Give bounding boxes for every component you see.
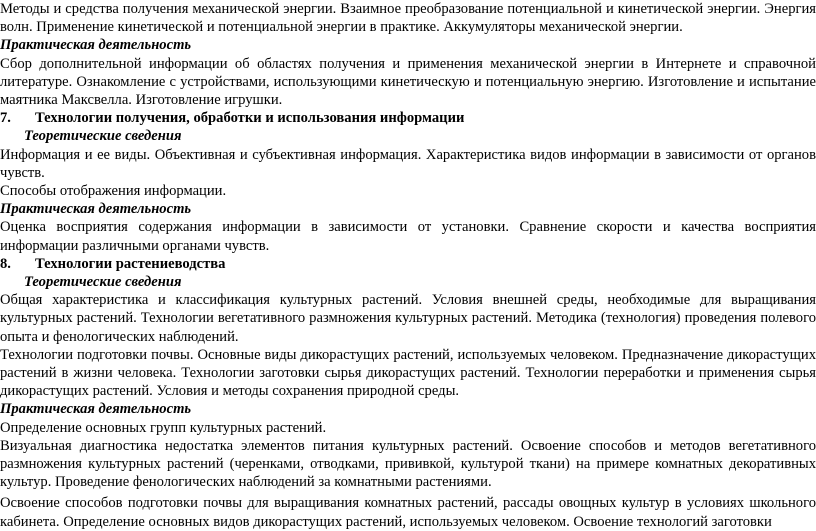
section-heading-7 bbox=[0, 109, 816, 127]
paragraph-soil-preparation: Технологии подготовки почвы. Основные виды дикорастущих растений, используемых человеком. Предназначение дикорастущих растений в жизни человека. Технологии заготовки сырья дикорастущих растений. Технологии переработки и применения сырья дикорастущих растений. Условия и методы сохранения природной среды. bbox=[0, 346, 816, 400]
section-number: 8. bbox=[0, 255, 11, 272]
subheading-practical-activity: Практическая деятельность bbox=[0, 401, 192, 418]
paragraph-plant-classification: Общая характеристика и классификация культурных растений. Условия внешней среды, необходимые для выращивания культурных растений. Технологии вегетативного размножения культурных растений. Методика (технология) проведения полевого опыта и фенологических наблюдений. bbox=[0, 292, 816, 345]
subheading-theory: Теоретические сведения bbox=[24, 274, 182, 291]
paragraph-perception: Оценка восприятия содержания информации в зависимости от установки. Сравнение скорости и качества восприятия информации различными органами чувств. bbox=[0, 219, 816, 254]
section-title: Технологии получения, обработки и использования информации bbox=[35, 110, 465, 127]
section-heading-8 bbox=[0, 255, 816, 273]
paragraph-information-types: Информация и ее виды. Объективная и субъективная информация. Характеристика видов информации в зависимости от органов чувств. bbox=[0, 146, 816, 181]
subheading-practical-activity: Практическая деятельность bbox=[0, 201, 192, 218]
paragraph-display-methods: Способы отображения информации. bbox=[0, 183, 227, 200]
paragraph-practical-mechanical: Сбор дополнительной информации об областях получения и применения механической энергии в Интернете и справочной литературе. Ознакомление с устройствами, использующими кинетическую и потенциальную энергию. Изготовление и испытание маятника Максвелла. Изготовление игрушки. bbox=[0, 55, 816, 109]
subheading-theory: Теоретические сведения bbox=[24, 128, 182, 145]
paragraph-plant-groups: Определение основных групп культурных растений. bbox=[0, 419, 327, 436]
paragraph-soil-methods: Освоение способов подготовки почвы для выращивания комнатных растений, рассады овощных культур в условиях школьного кабинета. Определение основных видов дикорастущих растений, используемых человеком. Освоение технологий заготовки bbox=[0, 495, 816, 530]
paragraph-mechanical-energy: Методы и средства получения механической энергии. Взаимное преобразование потенциальной и кинетической энергии. Энергия волн. Применение кинетической и потенциальной энергии в практике. Аккумуляторы механической энергии. bbox=[0, 1, 816, 36]
section-number: 7. bbox=[0, 110, 11, 127]
section-title: Технологии растениеводства bbox=[35, 255, 226, 272]
subheading-practical-activity: Практическая деятельность bbox=[0, 37, 192, 54]
paragraph-visual-diagnostics: Визуальная диагностика недостатка элементов питания культурных растений. Освоение способов и методов вегетативного размножения культурных растений (черенками, отводками, прививкой, культурой ткани) на примере комнатных декоративных культур. Проведение фенологических наблюдений за комнатными растениями. bbox=[0, 437, 816, 491]
